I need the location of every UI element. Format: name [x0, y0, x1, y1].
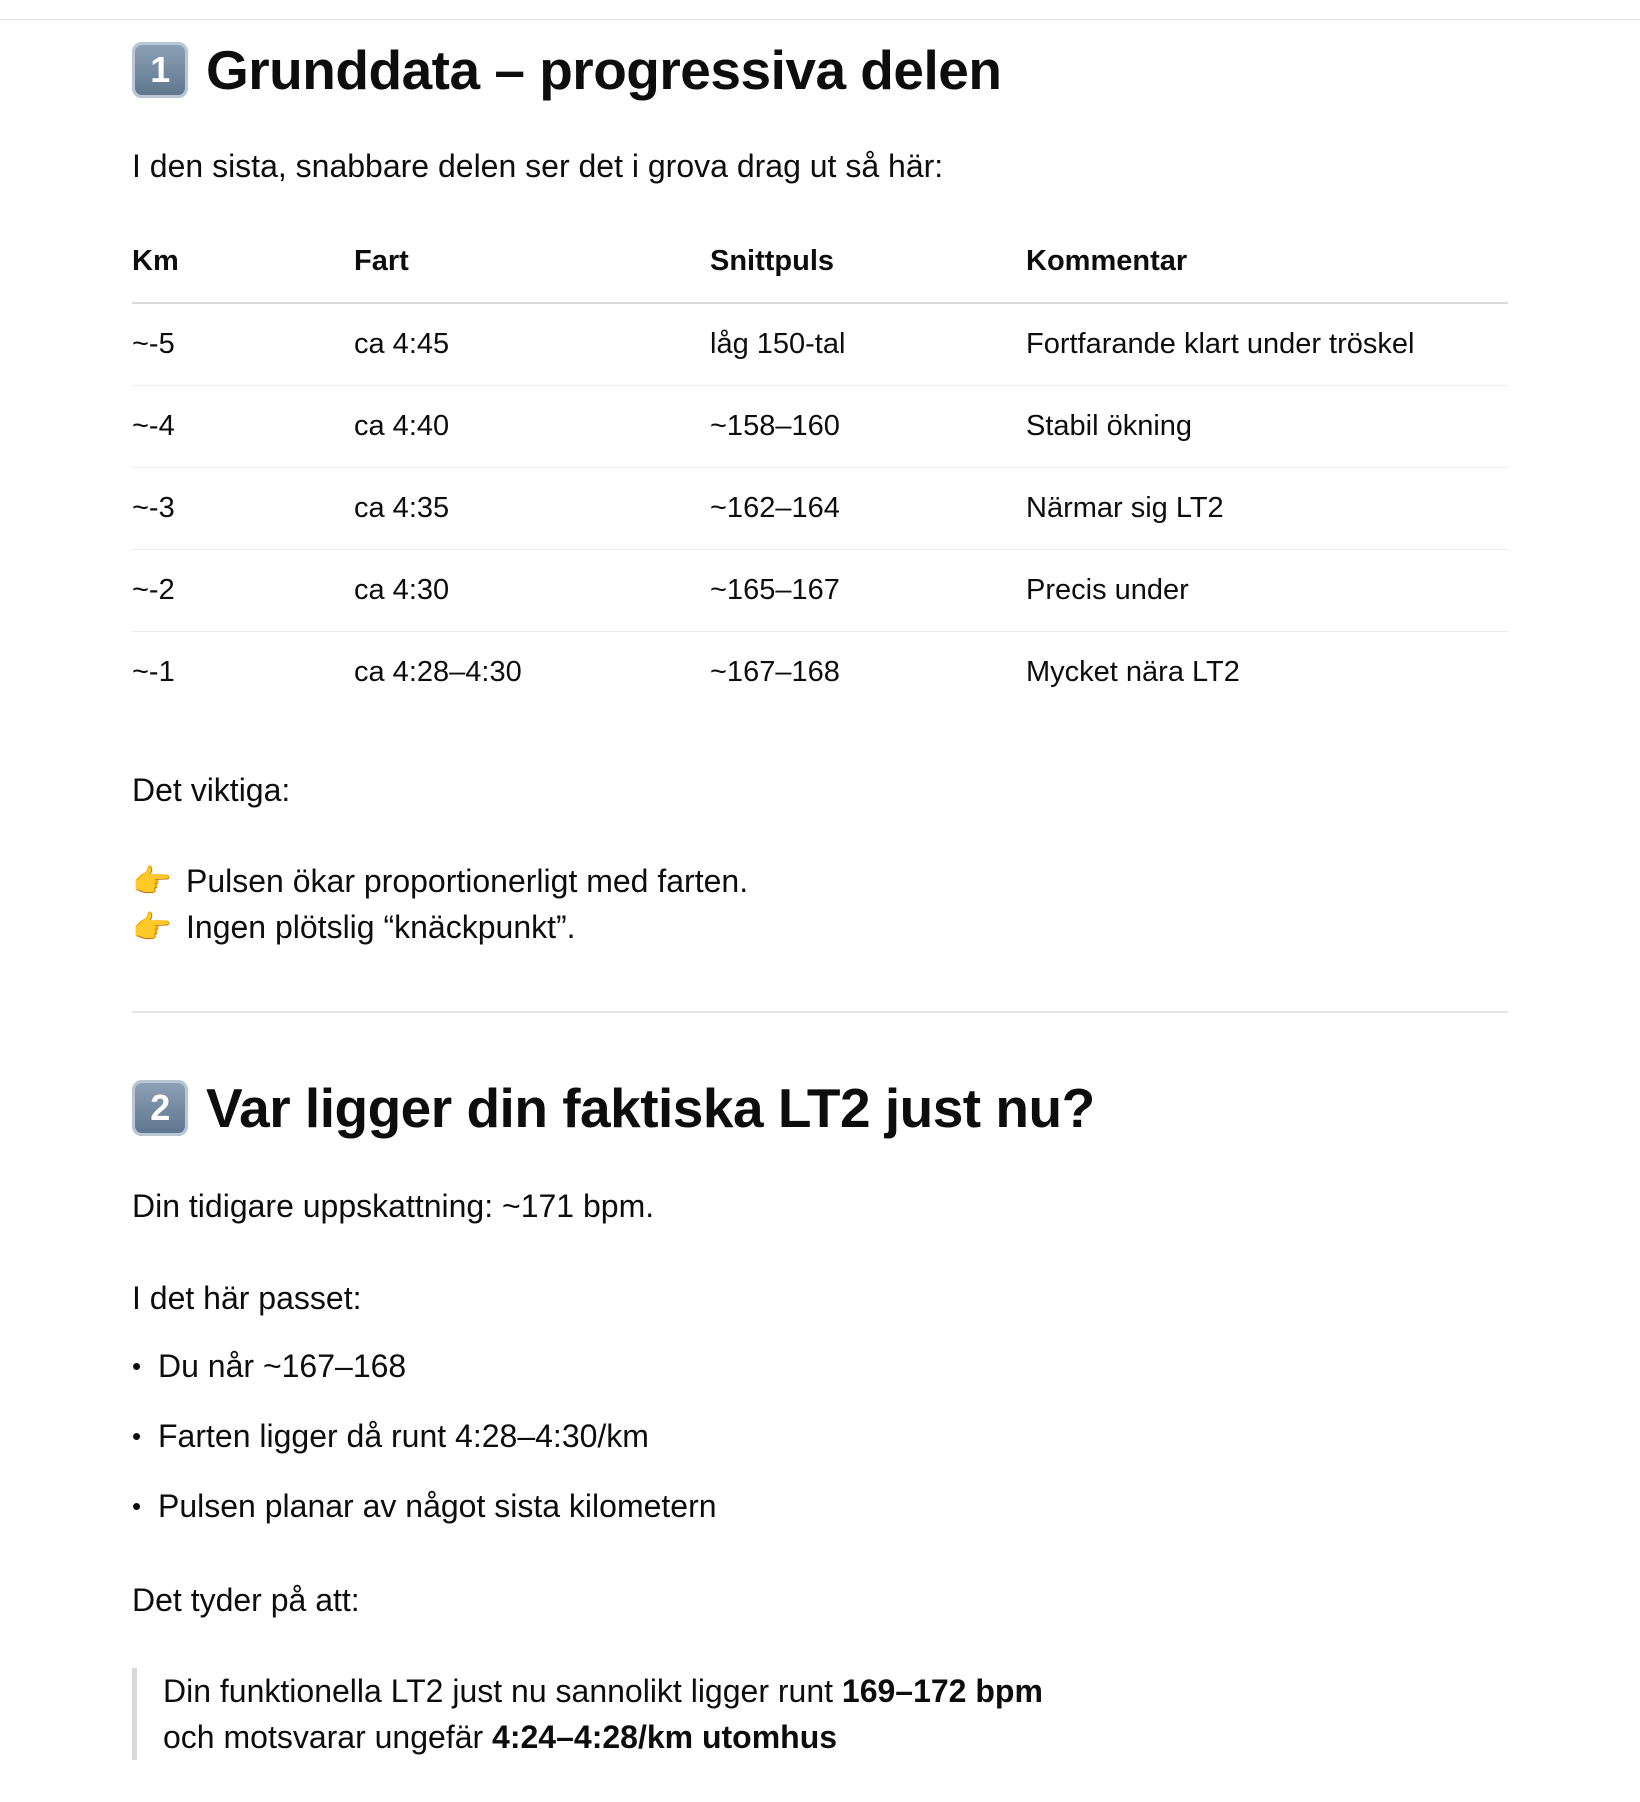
table-row — [132, 550, 1508, 632]
point-text: Ingen plötslig “knäckpunkt”. — [186, 908, 576, 945]
pointer-point — [132, 862, 748, 900]
list-item-text: Du når ~167–168 — [158, 1348, 407, 1384]
pace-pulse-table — [132, 220, 1508, 713]
header-kommentar: Kommentar — [1026, 220, 1508, 303]
list-item — [132, 1348, 406, 1385]
table-header-row — [132, 220, 1508, 303]
cell-km: ~-1 — [132, 656, 175, 688]
cell-puls: ~165–167 — [710, 550, 1026, 632]
section-1-title: Grunddata – progressiva delen — [206, 39, 1002, 101]
list-item-text: Farten ligger då runt 4:28–4:30/km — [158, 1418, 649, 1454]
cell-puls: ~162–164 — [710, 468, 1026, 550]
cell-fart: ca 4:30 — [354, 550, 710, 632]
cell-fart: ca 4:35 — [354, 468, 710, 550]
conclusion-blockquote — [132, 1668, 1043, 1760]
table-row — [132, 632, 1508, 714]
cell-kommentar: Stabil ökning — [1026, 386, 1508, 468]
quote-pace-range: 4:24–4:28/km utomhus — [492, 1719, 838, 1755]
pointer-point — [132, 908, 576, 946]
header-km: Km — [132, 220, 354, 303]
cell-puls: ~158–160 — [710, 386, 1026, 468]
session-label: I det här passet: — [132, 1280, 362, 1316]
list-item-text: Pulsen planar av något sista kilometern — [158, 1488, 717, 1524]
cell-kommentar: Precis under — [1026, 550, 1508, 632]
point-text: Pulsen ökar proportionerligt med farten. — [186, 862, 749, 899]
table-row — [132, 468, 1508, 550]
cell-km: ~-3 — [132, 468, 354, 550]
previous-estimate: Din tidigare uppskattning: ~171 bpm. — [132, 1188, 655, 1224]
top-divider — [0, 19, 1640, 20]
section-divider — [132, 1011, 1508, 1013]
quote-line-2 — [163, 1714, 1043, 1760]
keycap-number-icon: 2 — [132, 1080, 188, 1136]
cell-puls: ~167–168 — [710, 656, 840, 688]
pointing-hand-icon: 👉 — [132, 909, 172, 945]
bullet-icon: • — [132, 1421, 142, 1451]
quote-line-1-text: Din funktionella LT2 just nu sannolikt ligger runt — [163, 1673, 842, 1709]
cell-kommentar: Närmar sig LT2 — [1026, 468, 1508, 550]
bullet-icon: • — [132, 1491, 142, 1521]
section-1-intro: I den sista, snabbare delen ser det i grova drag ut så här: — [132, 148, 944, 184]
important-label: Det viktiga: — [132, 772, 291, 808]
cell-km: ~-5 — [132, 303, 354, 386]
header-fart: Fart — [354, 220, 710, 303]
bullet-icon: • — [132, 1351, 142, 1381]
quote-line-1 — [163, 1668, 1043, 1714]
table-row — [132, 386, 1508, 468]
cell-km: ~-2 — [132, 550, 354, 632]
cell-fart: ca 4:45 — [354, 303, 710, 386]
cell-km: ~-4 — [132, 386, 354, 468]
list-item — [132, 1418, 649, 1455]
cell-kommentar: Mycket nära LT2 — [1026, 656, 1240, 688]
conclusion-label: Det tyder på att: — [132, 1582, 360, 1618]
header-snittpuls: Snittpuls — [710, 220, 1026, 303]
cell-kommentar: Fortfarande klart under tröskel — [1026, 303, 1508, 386]
cell-puls: låg 150-tal — [710, 303, 1026, 386]
table-row — [132, 303, 1508, 386]
section-1-heading — [132, 38, 1001, 102]
cell-fart: ca 4:28–4:30 — [354, 656, 522, 688]
keycap-number-icon: 1 — [132, 42, 188, 98]
section-2-heading — [132, 1076, 1095, 1140]
list-item — [132, 1488, 717, 1525]
quote-lt2-range: 169–172 bpm — [841, 1673, 1043, 1709]
section-2-title: Var ligger din faktiska LT2 just nu? — [206, 1077, 1095, 1139]
cell-fart: ca 4:40 — [354, 386, 710, 468]
quote-line-2-text: och motsvarar ungefär — [163, 1719, 493, 1755]
pointing-hand-icon: 👉 — [132, 863, 172, 899]
